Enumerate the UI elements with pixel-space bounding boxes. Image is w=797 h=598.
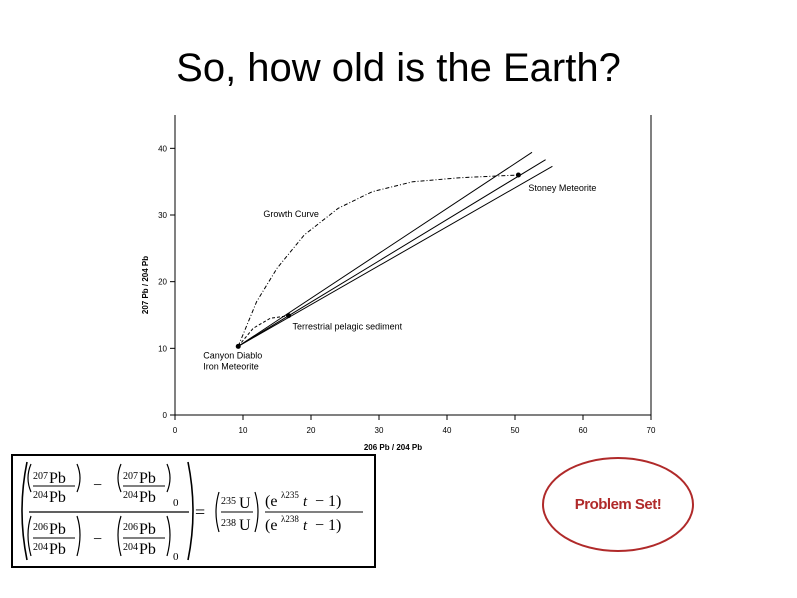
x-tick-label: 0 xyxy=(172,426,178,435)
svg-text:U: U xyxy=(239,517,251,534)
svg-text:λ235: λ235 xyxy=(281,490,299,500)
svg-text:− 1): − 1) xyxy=(315,493,342,510)
y-tick-label: 30 xyxy=(158,211,167,220)
y-tick-label: 0 xyxy=(162,411,167,420)
svg-text:− 1): − 1) xyxy=(315,517,342,534)
age-equation xyxy=(11,454,376,568)
decay-ratio xyxy=(265,490,363,534)
x-tick-label: 60 xyxy=(578,426,588,435)
svg-text:Pb: Pb xyxy=(49,489,66,506)
svg-text:Pb: Pb xyxy=(49,521,66,538)
point-label: Terrestrial pelagic sediment xyxy=(292,321,403,332)
svg-text:0: 0 xyxy=(173,497,179,509)
uranium-ratio xyxy=(216,492,258,534)
svg-text:t: t xyxy=(303,518,308,534)
term-top-2 xyxy=(118,464,179,509)
problem-set-badge[interactable] xyxy=(542,457,694,552)
x-tick-label: 20 xyxy=(306,426,316,435)
data-point xyxy=(286,313,291,318)
term-bottom-2 xyxy=(118,516,179,563)
svg-text:206: 206 xyxy=(33,522,48,533)
svg-text:0: 0 xyxy=(173,551,179,563)
point-label: Stoney Meteorite xyxy=(528,183,597,193)
y-tick-label: 20 xyxy=(158,277,167,287)
x-tick-label: 70 xyxy=(646,426,656,435)
svg-text:U: U xyxy=(239,495,251,512)
svg-text:t: t xyxy=(303,494,308,510)
chart-svg xyxy=(130,105,660,455)
svg-text:206: 206 xyxy=(123,522,138,533)
svg-text:204: 204 xyxy=(33,490,48,501)
x-tick-label: 40 xyxy=(442,426,452,435)
svg-text:Pb: Pb xyxy=(139,541,156,558)
point-label: Canyon Diablo xyxy=(203,350,263,361)
svg-text:−: − xyxy=(93,531,103,548)
isochron-line xyxy=(238,166,552,346)
y-tick-label: 40 xyxy=(158,144,167,154)
isochron-line xyxy=(238,152,532,346)
svg-text:λ238: λ238 xyxy=(281,514,299,524)
svg-text:−: − xyxy=(93,477,103,494)
term-bottom-1 xyxy=(28,516,80,558)
equation-svg xyxy=(13,456,374,566)
x-tick-label: 50 xyxy=(510,426,520,435)
svg-text:204: 204 xyxy=(123,490,138,501)
problem-set-label: Problem Set! xyxy=(574,496,662,513)
growth-curve-label: Growth Curve xyxy=(263,209,319,219)
pb-isochron-chart xyxy=(130,105,660,455)
y-tick-label: 10 xyxy=(158,344,167,354)
svg-text:Pb: Pb xyxy=(49,541,66,558)
svg-text:Pb: Pb xyxy=(49,470,66,487)
svg-text:=: = xyxy=(195,502,206,522)
isochron-line xyxy=(238,160,545,347)
point-label: Iron Meteorite xyxy=(203,361,259,372)
y-axis-label: 207 Pb / 204 Pb xyxy=(141,255,150,315)
data-point xyxy=(516,173,521,178)
data-point xyxy=(236,344,241,349)
svg-text:(e: (e xyxy=(265,493,278,510)
slide-title: So, how old is the Earth? xyxy=(176,46,621,90)
x-axis-label: 206 Pb / 204 Pb xyxy=(363,443,423,452)
svg-text:(e: (e xyxy=(265,517,278,534)
svg-text:Pb: Pb xyxy=(139,489,156,506)
svg-text:238: 238 xyxy=(221,518,236,529)
svg-text:Pb: Pb xyxy=(139,521,156,538)
x-tick-label: 30 xyxy=(374,426,384,435)
term-top-1 xyxy=(28,464,80,506)
svg-text:204: 204 xyxy=(33,542,48,553)
svg-text:204: 204 xyxy=(123,542,138,553)
svg-text:235: 235 xyxy=(221,496,236,507)
svg-text:Pb: Pb xyxy=(139,470,156,487)
svg-text:207: 207 xyxy=(123,471,138,482)
svg-text:207: 207 xyxy=(33,471,48,482)
x-tick-label: 10 xyxy=(238,426,248,435)
